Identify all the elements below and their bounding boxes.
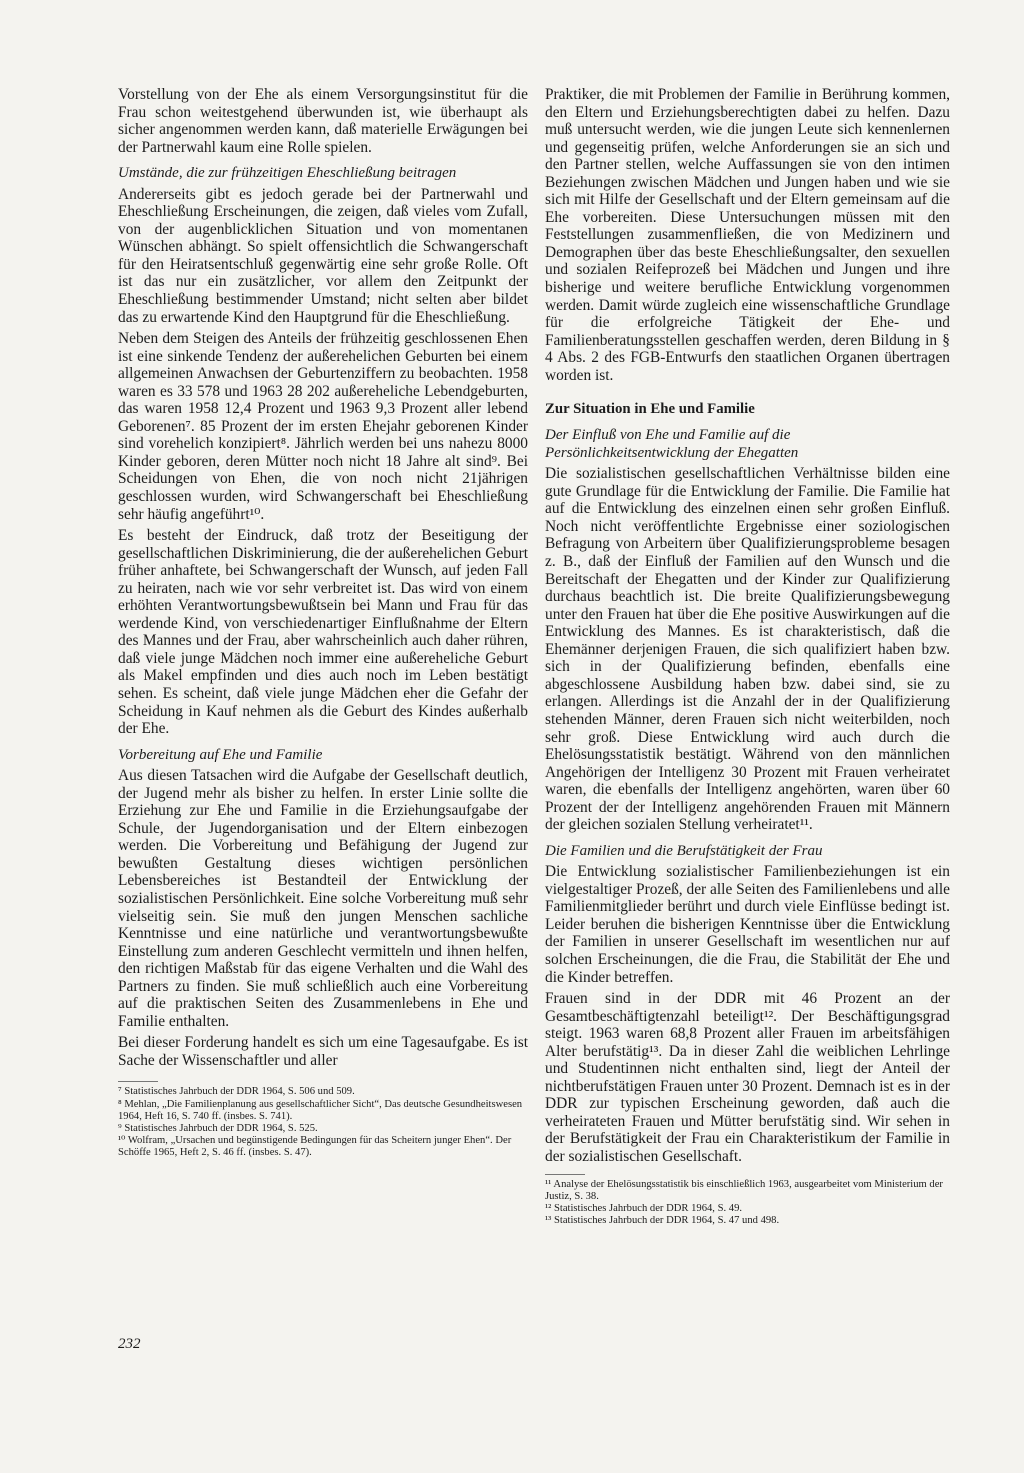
section-heading: Zur Situation in Ehe und Familie bbox=[545, 401, 755, 418]
footnote: ⁸ Mehlan, „Die Familienplanung aus gesellschaftlicher Sicht“, Das deutsche Gesundheitswesen 1964, Heft 16, S. 740 ff. (insbes. S. 741). bbox=[118, 1098, 523, 1122]
paragraph: Praktiker, die mit Problemen der Familie in Berührung kommen, den Eltern und Erziehungsberechtigten dabei zu helfen. Dazu muß untersucht werden, wie die jungen Leute sich kennenlernen und gegenseitig prüfen, welche Anforderungen sie an sich und den Partner stellen, welche Auffassungen sie von den intimen Beziehungen zwischen Mädchen und Jungen haben und wie sie sich mit Hilfe der Gesellschaft und der Eltern gemeinsam auf die Ehe vorbereiten. Diese Untersuchungen müssen mit den Feststellungen zusammenfließen, die von Medizinern und Demographen über das beste Eheschließungsalter, den sexuellen und sozialen Reifeprozeß bei Mädchen und Jungen und ihre bisherige und weitere berufliche Entwicklung vorgenommen werden. Damit würde zugleich eine wissenschaftliche Grundlage für die erfolgreiche Tätigkeit der Ehe- und Familienberatungsstellen geschaffen werden, deren Bildung in § 4 Abs. 2 des FGB-Entwurfs den staatlichen Organen übertragen worden ist. bbox=[545, 86, 950, 384]
footnote: ¹² Statistisches Jahrbuch der DDR 1964, S. 49. bbox=[545, 1202, 743, 1214]
paragraph: Frauen sind in der DDR mit 46 Prozent an der Gesamtbeschäftigtenzahl beteiligt¹². Der Beschäftigungsgrad steigt. 1963 waren 68,8 Prozent aller Frauen im arbeitsfähigen Alter berufstätig¹³. Da in dieser Zahl die weiblichen Lehrlinge und Studentinnen nicht enthalten sind, liegt der Anteil der nichtberufstätigen Frauen unter 30 Prozent. Demnach ist es in der DDR zur typischen Erscheinung geworden, daß auch die verheirateten Frauen und Mütter berufstätig sind. Wir sehen in der Berufstätigkeit der Frau ein Charakteristikum der Familie in der sozialistischen Gesellschaft. bbox=[545, 990, 950, 1166]
subheading: Der Einfluß von Ehe und Familie auf die Persönlichkeitsentwicklung der Ehegatten bbox=[545, 427, 799, 461]
subheading: Die Familien und die Berufstätigkeit der Frau bbox=[545, 842, 823, 859]
paragraph: Die Entwicklung sozialistischer Familienbeziehungen ist ein vielgestaltiger Prozeß, der alle Seiten des Familienlebens und alle Familienmitglieder berührt und durch viele Einflüsse bedingt ist. Leider beruhen die bisherigen Kenntnisse über die Entwicklung der Familien in unserer Gesellschaft im wesentlichen nur auf solchen Erscheinungen, die die Frau, die Stabilität der Ehe und die Kinder betreffen. bbox=[545, 863, 950, 986]
paragraph: Die sozialistischen gesellschaftlichen Verhältnisse bilden eine gute Grundlage für die Entwicklung der Familie. Die Familie hat auf die Entwicklung des einzelnen einen sehr großen Einfluß. Noch nicht veröffentlichte Ergebnisse einer soziologischen Befragung von Arbeitern über Qualifizierungsprobleme besagen z. B., daß der Einfluß der Familien auf den Wunsch und die Bereitschaft der Ehegatten und der Kinder zur Qualifizierung durchaus beachtlich ist. Die breite Qualifizierungsbewegung unter den Frauen hat über die Ehe positive Auswirkungen auf die Entwicklung des Mannes. Es ist charakteristisch, daß die Ehemänner derjenigen Frauen, die sich qualifiziert haben bzw. sich in der Qualifizierung befinden, ebenfalls eine abgeschlossene Ausbildung haben bzw. dabei sind, sie zu erlangen. Allerdings ist die Anzahl der in der Qualifizierung stehenden Männer, deren Frauen sich nicht weiterbilden, noch sehr groß. Diese Entwicklung wird auch durch die Ehelösungsstatistik bestätigt. Während von den männlichen Angehörigen der Intelligenz 30 Prozent mit Frauen verheiratet waren, die ebenfalls der Intelligenz angehörten, waren über 60 Prozent der der Intelligenz angehörenden Frauen mit Männern der gleichen sozialen Stellung verheiratet¹¹. bbox=[545, 465, 950, 834]
right-column bbox=[545, 86, 950, 1227]
subheading: Vorbereitung auf Ehe und Familie bbox=[118, 746, 323, 763]
footnote: ¹⁰ Wolfram, „Ursachen und begünstigende Bedingungen für das Scheitern junger Ehen“. Der Schöffe 1965, Heft 2, S. 46 ff. (insbes. S. 47). bbox=[118, 1135, 512, 1159]
paragraph: Vorstellung von der Ehe als einem Versorgungsinstitut für die Frau schon weitestgehend überwunden ist, wie überhaupt als sicher angenommen werden kann, daß materielle Erwägungen bei der Partnerwahl kaum eine Rolle spielen. bbox=[118, 86, 528, 156]
paragraph: Andererseits gibt es jedoch gerade bei der Partnerwahl und Eheschließung Erscheinungen, die zeigen, daß vieles vom Zufall, von der augenblicklichen Situation und von momentanen Wünschen abhängt. So spielt offensichtlich die Schwangerschaft für den Heiratsentschluß gegenwärtig eine sehr große Rolle. Oft ist das nur ein zusätzlicher, vor allem den Zeitpunkt der Eheschließung bestimmender Umstand; nicht selten aber bildet das zu erwartende Kind den Hauptgrund für die Eheschließung. bbox=[118, 185, 528, 326]
footnote: ⁹ Statistisches Jahrbuch der DDR 1964, S. 525. bbox=[118, 1123, 318, 1135]
footnote: ¹¹ Analyse der Ehelösungsstatistik bis einschließlich 1963, ausgearbeitet vom Ministerium der Justiz, S. 38. bbox=[545, 1178, 943, 1202]
subheading: Umstände, die zur frühzeitigen Eheschließung beitragen bbox=[118, 165, 457, 182]
left-column bbox=[118, 86, 528, 1160]
paragraph: Es besteht der Eindruck, daß trotz der Beseitigung der gesellschaftlichen Diskriminierung, die der außerehelichen Geburt früher anhaftete, bei Schwangerschaft der Wunsch, auf jeden Fall zu heiraten, nach wie vor sehr verbreitet ist. Das wird von einem erhöhten Verantwortungsbewußtsein bei Mann und Frau für das werdende Kind, von verschiedenartiger Einflußnahme der Eltern des Mannes und der Frau, aber wahrscheinlich auch daher rühren, daß viele junge Mädchen noch immer eine außereheliche Geburt als Makel empfinden und dies auch noch im Leben bestätigt sehen. Es scheint, daß viele junge Mädchen eher die Gefahr der Scheidung in Kauf nehmen als die Geburt des Kindes außerhalb der Ehe. bbox=[118, 527, 528, 738]
footnote: ¹³ Statistisches Jahrbuch der DDR 1964, S. 47 und 498. bbox=[545, 1215, 780, 1227]
paragraph: Aus diesen Tatsachen wird die Aufgabe der Gesellschaft deutlich, der Jugend mehr als bisher zu helfen. In erster Linie sollte die Erziehung zur Ehe und Familie in die Erziehungsaufgabe der Schule, der Jugendorganisation und der Eltern einbezogen werden. Die Vorbereitung und Befähigung der Jugend zur bewußten Gestaltung dieses wichtigen persönlichen Lebensbereiches ist Bestandteil der Entwicklung der sozialistischen Persönlichkeit. Eine solche Vorbereitung muß sehr vielseitig sein. Sie muß den jungen Menschen sachliche Kenntnisse und eine natürliche und verantwortungsbewußte Einstellung zum anderen Geschlecht vermitteln und ihnen helfen, den richtigen Maßstab für das eigene Verhalten und die Wahl des Partners zu finden. Sie muß schließlich auch eine Vorbereitung auf die praktischen Seiten des Zusammenlebens in Ehe und Familie enthalten. bbox=[118, 767, 528, 1030]
footnote: ⁷ Statistisches Jahrbuch der DDR 1964, S. 506 und 509. bbox=[118, 1086, 355, 1098]
footnote-divider bbox=[118, 1081, 158, 1082]
paragraph: Bei dieser Forderung handelt es sich um eine Tagesaufgabe. Es ist Sache der Wissenschaftler und aller bbox=[118, 1034, 528, 1069]
page-number: 232 bbox=[118, 1336, 141, 1352]
footnote-divider bbox=[545, 1174, 585, 1175]
paragraph: Neben dem Steigen des Anteils der frühzeitig geschlossenen Ehen ist eine sinkende Tendenz der außerehelichen Geburten bei einem allgemeinen Anwachsen der Geburtenziffern zu beobachten. 1958 waren es 33 578 und 1963 28 202 außereheliche Lebendgeburten, das waren 1958 12,4 Prozent und 1963 9,3 Prozent aller lebend Geborenen⁷. 85 Prozent der im ersten Ehejahr geborenen Kinder sind vorehelich konzipiert⁸. Jährlich werden bei uns nahezu 8000 Kinder geboren, deren Mütter noch nicht 18 Jahre alt sind⁹. Bei Scheidungen von Ehen, die von noch nicht 21jährigen geschlossen wurden, wird Schwangerschaft bei Eheschließung sehr häufig angeführt¹⁰. bbox=[118, 330, 528, 523]
